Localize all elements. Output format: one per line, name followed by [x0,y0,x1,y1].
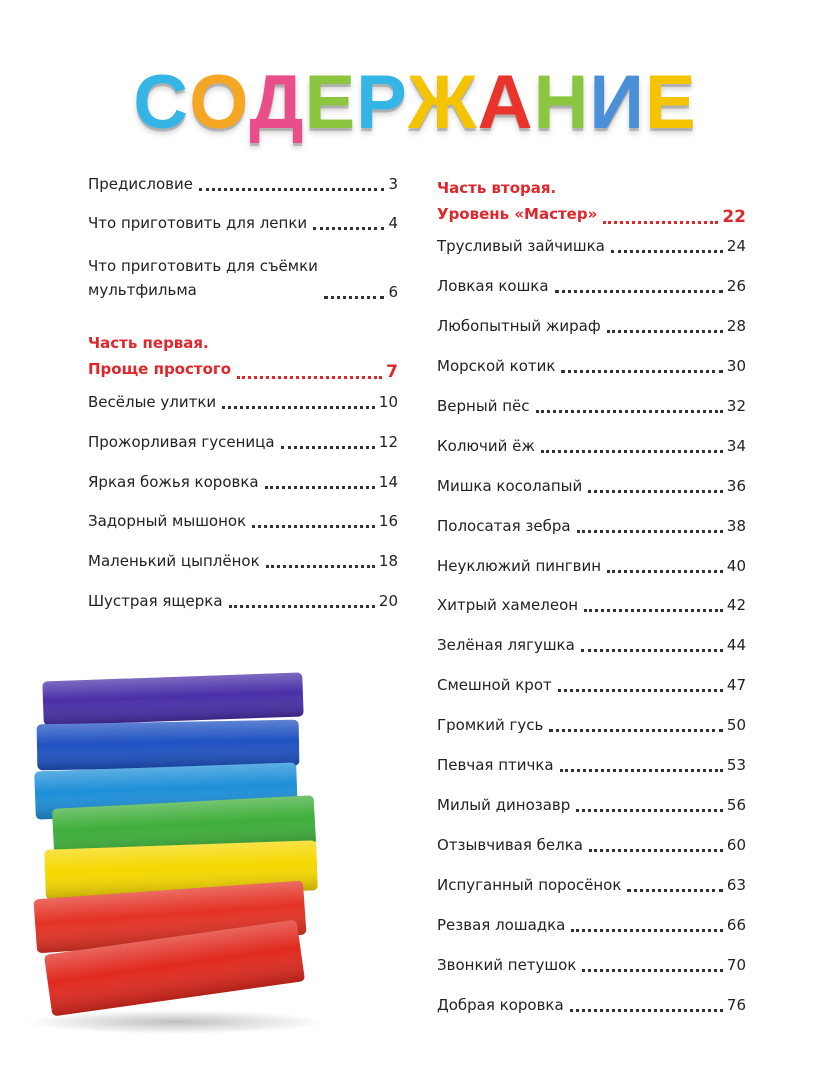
page-number: 32 [726,397,746,415]
toc-entry-title-line: Весёлые улитки [88,393,217,411]
dot-leader [561,370,722,373]
toc-entry-title [437,436,535,456]
toc-entry[interactable] [437,955,746,975]
toc-entry-title [437,835,583,855]
toc-part-heading[interactable] [437,175,746,227]
toc-entry[interactable] [437,915,746,935]
toc-entry-title-line: Отзывчивая белка [437,836,583,854]
page-number: 20 [378,592,398,610]
toc-entry-title-line: Смешной крот [437,676,552,694]
toc-entry[interactable] [437,635,746,655]
page-number: 66 [726,916,746,934]
toc-entry-title-line: Звонкий петушок [437,956,577,974]
toc-entry-title-line: Задорный мышонок [88,512,247,530]
dot-leader [560,769,723,772]
toc-entry[interactable] [437,516,746,536]
toc-entry-title-line: мультфильма [88,281,197,299]
toc-entry-title-line: Добрая коровка [437,996,564,1014]
dot-leader [589,849,723,852]
toc-entry-title [437,915,565,935]
title-letter: Е [644,60,697,145]
toc-entry-title [437,516,571,536]
toc-entry-title [88,213,307,233]
page-number: 60 [726,836,746,854]
toc-entry-title [437,276,549,296]
page-number: 12 [378,433,398,451]
dot-leader [199,188,384,191]
toc-entry[interactable] [437,995,746,1015]
toc-entry[interactable] [437,316,746,336]
toc-entry-title [437,755,554,775]
page-number: 36 [726,477,746,495]
dot-leader [603,221,718,224]
dot-leader [576,809,723,812]
page-number: 42 [726,596,746,614]
page-number: 10 [378,393,398,411]
toc-entry-title-line: Хитрый хамелеон [437,596,579,614]
dot-leader [570,1009,723,1012]
dot-leader [571,929,723,932]
toc-part-heading[interactable] [88,330,398,382]
title-letter: А [477,60,534,145]
toc-entry-title [437,715,543,735]
page-number: 18 [378,552,398,570]
toc-entry-title-line: Шустрая ящерка [88,592,223,610]
toc-entry-title-line: Неуклюжий пингвин [437,557,602,575]
page-number: 56 [726,796,746,814]
dot-leader [313,227,384,230]
toc-entry[interactable] [437,675,746,695]
toc-entry[interactable] [437,396,746,416]
dot-leader [555,290,723,293]
title-letter: О [189,60,250,145]
toc-entry-title [437,995,564,1015]
toc-entry-title [88,511,246,531]
toc-entry[interactable] [437,236,746,256]
toc-entry-title [88,432,275,452]
dot-leader [222,406,375,409]
toc-entry-title-line: Ловкая кошка [437,277,549,295]
toc-entry-title [88,591,223,611]
toc-entry-title [88,472,259,492]
toc-entry-title-line: Прожорливая гусеница [88,433,275,451]
toc-entry-title-line: Полосатая зебра [437,517,571,535]
toc-entry-title-line: Мишка косолапый [437,477,583,495]
toc-entry-title-line: Громкий гусь [437,716,544,734]
page-number: 44 [726,636,746,654]
page-number: 30 [726,357,746,375]
toc-entry-title-line: Колючий ёж [437,437,535,455]
toc-entry[interactable] [437,276,746,296]
title-letter: С [133,60,190,145]
dot-leader [549,729,723,732]
toc-entry-title [88,392,216,412]
page-number: 4 [388,214,398,232]
plasticine-bar [37,720,300,771]
dot-leader [577,530,723,533]
toc-entry[interactable] [437,476,746,496]
toc-entry-title-line: Морской котик [437,357,556,375]
page-number: 7 [386,362,398,382]
toc-entry[interactable] [88,392,398,412]
toc-entry-title [437,595,578,615]
toc-entry-title-line: Что приготовить для лепки [88,214,308,232]
toc-entry[interactable] [88,472,398,492]
dot-leader [324,296,385,299]
dot-leader [541,450,723,453]
page-number: 40 [726,557,746,575]
dot-leader [588,490,723,493]
page-number: 50 [726,716,746,734]
toc-entry-title [437,396,530,416]
toc-entry[interactable] [437,556,746,576]
toc-entry-title-line: Уровень «Мастер» [437,205,598,223]
toc-entry-title [88,551,260,571]
toc-entry-title-line: Часть первая. [88,334,209,352]
toc-entry-title [437,955,576,975]
title-letter: Р [356,60,408,145]
toc-entry-title [437,476,582,496]
title-letter: Ж [407,60,478,145]
toc-entry-title [88,254,318,302]
page-title [0,58,830,148]
toc-entry-title-line: Испуганный поросёнок [437,876,622,894]
plasticine-bar [42,672,303,725]
dot-leader [252,525,375,528]
toc-entry-title-line: Трусливый зайчишка [437,237,605,255]
page-number: 16 [378,512,398,530]
toc-entry[interactable] [88,591,398,611]
dot-leader [536,410,723,413]
toc-entry-title-line: Часть вторая. [437,179,557,197]
toc-entry-title-line: Резвая лошадка [437,916,566,934]
toc-entry[interactable] [88,174,398,194]
dot-leader [611,250,723,253]
title-letter: Е [304,60,357,145]
toc-entry-title-line: Проще простого [88,360,232,378]
page-number: 28 [726,317,746,335]
toc-entry-title [437,556,601,576]
dot-leader [229,605,375,608]
dot-leader [281,446,375,449]
toc-entry-title-line: Что приготовить для съёмки [88,257,318,275]
page-number: 22 [722,207,746,227]
toc-entry-title-line: Зелёная лягушка [437,636,575,654]
toc-entry[interactable] [437,835,746,855]
toc-entry[interactable] [437,875,746,895]
toc-entry[interactable] [437,715,746,735]
dot-leader [237,376,382,379]
toc-entry-title [437,795,570,815]
toc-entry-title [437,316,601,336]
page-number: 53 [726,756,746,774]
dot-leader [607,570,723,573]
toc-entry-title [437,356,555,376]
dot-leader [582,969,723,972]
title-letter: Н [533,60,590,145]
toc-entry-title [437,236,605,256]
page-number: 38 [726,517,746,535]
page-number: 34 [726,437,746,455]
toc-entry[interactable] [88,432,398,452]
plasticine-stack-image [25,662,335,1037]
dot-leader [607,330,723,333]
toc-entry-title-line: Милый динозавр [437,796,571,814]
toc-entry[interactable] [88,551,398,571]
page-number: 3 [388,175,398,193]
page-number: 24 [726,237,746,255]
toc-entry[interactable] [437,795,746,815]
toc-entry-title-line: Маленький цыплёнок [88,552,260,570]
toc-entry-title [88,330,231,382]
dot-leader [558,689,723,692]
toc-entry-title-line: Певчая птичка [437,756,554,774]
page-number: 70 [726,956,746,974]
toc-entry-title [437,635,575,655]
page-number: 14 [378,473,398,491]
dot-leader [584,609,723,612]
page-number: 6 [388,283,398,301]
toc-entry-title-line: Яркая божья коровка [88,473,259,491]
dot-leader [627,889,723,892]
title-letter: Д [249,60,305,145]
title-letter: И [589,60,645,145]
page-number: 76 [726,996,746,1014]
toc-entry-title [437,675,552,695]
toc-entry-title [437,875,621,895]
toc-entry-title-line: Любопытный жираф [437,317,601,335]
toc-entry[interactable] [437,755,746,775]
toc-entry[interactable] [88,254,398,302]
dot-leader [581,649,723,652]
page-number: 47 [726,676,746,694]
dot-leader [265,486,375,489]
toc-entry[interactable] [437,595,746,615]
toc-entry[interactable] [88,213,398,233]
page-number: 26 [726,277,746,295]
page-number: 63 [726,876,746,894]
dot-leader [266,565,375,568]
toc-entry-title-line: Верный пёс [437,397,530,415]
toc-entry[interactable] [437,436,746,456]
toc-entry[interactable] [88,511,398,531]
toc-entry[interactable] [437,356,746,376]
toc-entry-title [437,175,597,227]
toc-entry-title-line: Предисловие [88,175,193,193]
toc-entry-title [88,174,193,194]
